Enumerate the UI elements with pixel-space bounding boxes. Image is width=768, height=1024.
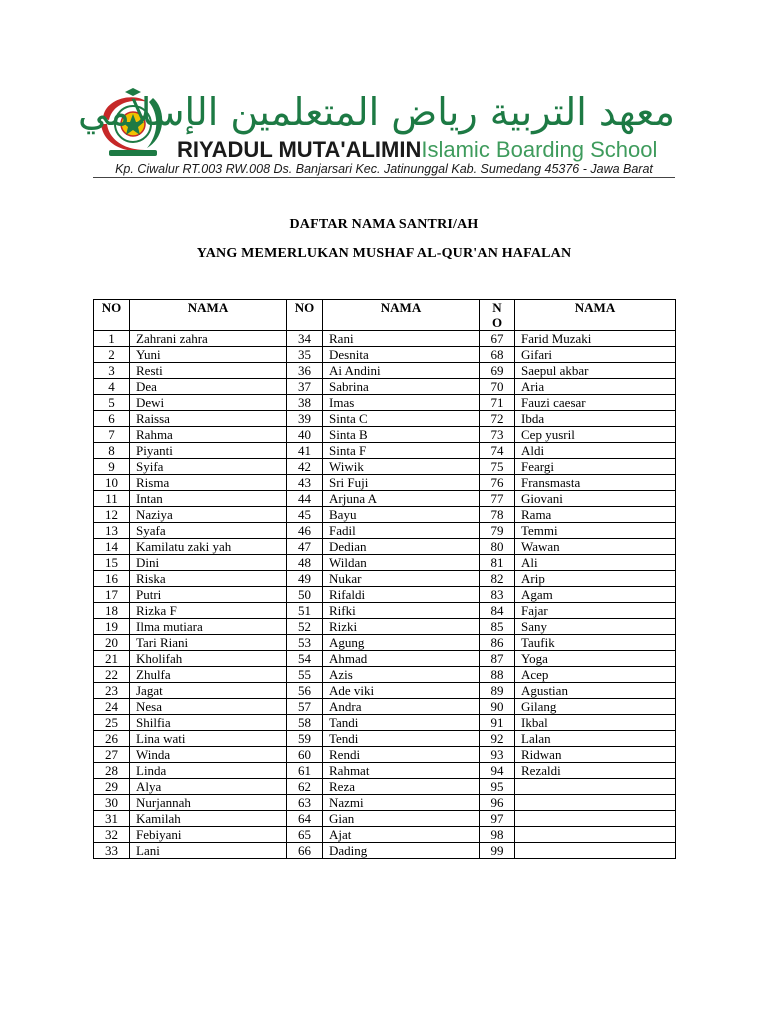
row-name-cell: Arip (515, 571, 676, 587)
row-name-cell: Fransmasta (515, 475, 676, 491)
row-name-cell: Fadil (323, 523, 480, 539)
row-number-cell: 6 (94, 411, 130, 427)
header-no: NO (287, 300, 323, 331)
row-number-cell: 29 (94, 779, 130, 795)
row-number-cell: 51 (287, 603, 323, 619)
row-name-cell: Rifaldi (323, 587, 480, 603)
table-row (94, 443, 676, 459)
table-row (94, 715, 676, 731)
header-no-n: N (492, 300, 502, 315)
table-row (94, 763, 676, 779)
row-name-cell: Febiyani (130, 827, 287, 843)
row-name-cell: Cep yusril (515, 427, 676, 443)
row-number-cell: 60 (287, 747, 323, 763)
row-number-cell: 14 (94, 539, 130, 555)
row-name-cell: Nukar (323, 571, 480, 587)
row-name-cell (515, 843, 676, 859)
row-name-cell: Risma (130, 475, 287, 491)
row-number-cell: 81 (480, 555, 515, 571)
row-name-cell: Sinta F (323, 443, 480, 459)
row-number-cell: 46 (287, 523, 323, 539)
row-name-cell: Ikbal (515, 715, 676, 731)
row-name-cell: Lani (130, 843, 287, 859)
table-row (94, 475, 676, 491)
row-number-cell: 90 (480, 699, 515, 715)
table-row (94, 363, 676, 379)
row-name-cell: Aria (515, 379, 676, 395)
row-number-cell: 8 (94, 443, 130, 459)
row-number-cell: 5 (94, 395, 130, 411)
row-number-cell: 36 (287, 363, 323, 379)
row-number-cell: 68 (480, 347, 515, 363)
row-number-cell: 48 (287, 555, 323, 571)
row-name-cell: Dewi (130, 395, 287, 411)
table-row (94, 827, 676, 843)
header-nama: NAMA (130, 300, 287, 331)
row-name-cell: Tendi (323, 731, 480, 747)
school-address: Kp. Ciwalur RT.003 RW.008 Ds. Banjarsari Kec. Jatinunggal Kab. Sumedang 45376 - Jawa Barat (115, 162, 653, 176)
row-number-cell: 37 (287, 379, 323, 395)
row-number-cell: 95 (480, 779, 515, 795)
row-name-cell: Syifa (130, 459, 287, 475)
row-number-cell: 87 (480, 651, 515, 667)
row-name-cell: Zahrani zahra (130, 331, 287, 347)
row-name-cell: Rifki (323, 603, 480, 619)
row-number-cell: 58 (287, 715, 323, 731)
row-number-cell: 12 (94, 507, 130, 523)
row-name-cell (515, 811, 676, 827)
row-number-cell: 15 (94, 555, 130, 571)
row-name-cell: Ajat (323, 827, 480, 843)
row-number-cell: 41 (287, 443, 323, 459)
row-number-cell: 96 (480, 795, 515, 811)
row-number-cell: 62 (287, 779, 323, 795)
row-number-cell: 18 (94, 603, 130, 619)
row-number-cell: 64 (287, 811, 323, 827)
row-name-cell: Arjuna A (323, 491, 480, 507)
table-row (94, 571, 676, 587)
row-name-cell: Rezaldi (515, 763, 676, 779)
table-row (94, 331, 676, 347)
row-number-cell: 45 (287, 507, 323, 523)
row-name-cell: Rani (323, 331, 480, 347)
row-number-cell: 52 (287, 619, 323, 635)
document-subtitle: YANG MEMERLUKAN MUSHAF AL-QUR'AN HAFALAN (196, 246, 572, 261)
table-row (94, 683, 676, 699)
row-number-cell: 39 (287, 411, 323, 427)
row-name-cell: Gilang (515, 699, 676, 715)
row-name-cell: Nazmi (323, 795, 480, 811)
row-name-cell: Dading (323, 843, 480, 859)
row-number-cell: 44 (287, 491, 323, 507)
table-row (94, 491, 676, 507)
row-number-cell: 97 (480, 811, 515, 827)
school-name-subtitle: Islamic Boarding School (421, 137, 658, 162)
row-name-cell: Alya (130, 779, 287, 795)
row-name-cell: Piyanti (130, 443, 287, 459)
row-number-cell: 43 (287, 475, 323, 491)
row-number-cell: 80 (480, 539, 515, 555)
row-number-cell: 28 (94, 763, 130, 779)
row-name-cell (515, 779, 676, 795)
row-name-cell: Aldi (515, 443, 676, 459)
row-number-cell: 72 (480, 411, 515, 427)
row-number-cell: 24 (94, 699, 130, 715)
row-number-cell: 38 (287, 395, 323, 411)
row-number-cell: 59 (287, 731, 323, 747)
row-name-cell: Tandi (323, 715, 480, 731)
row-number-cell: 33 (94, 843, 130, 859)
row-name-cell: Ahmad (323, 651, 480, 667)
document-title: DAFTAR NAMA SANTRI/AH (289, 217, 479, 232)
row-number-cell: 53 (287, 635, 323, 651)
row-number-cell: 13 (94, 523, 130, 539)
row-name-cell: Yoga (515, 651, 676, 667)
row-number-cell: 65 (287, 827, 323, 843)
row-name-cell: Ridwan (515, 747, 676, 763)
table-row (94, 779, 676, 795)
row-number-cell: 9 (94, 459, 130, 475)
row-name-cell: Rama (515, 507, 676, 523)
row-name-cell: Rahmat (323, 763, 480, 779)
row-number-cell: 69 (480, 363, 515, 379)
row-number-cell: 20 (94, 635, 130, 651)
row-number-cell: 94 (480, 763, 515, 779)
row-number-cell: 77 (480, 491, 515, 507)
table-row (94, 347, 676, 363)
row-number-cell: 82 (480, 571, 515, 587)
row-name-cell: Winda (130, 747, 287, 763)
row-name-cell: Ali (515, 555, 676, 571)
table-row (94, 843, 676, 859)
row-name-cell: Giovani (515, 491, 676, 507)
row-name-cell: Temmi (515, 523, 676, 539)
row-name-cell: Reza (323, 779, 480, 795)
school-name (177, 136, 657, 164)
table-header-row (94, 300, 676, 331)
row-name-cell: Gian (323, 811, 480, 827)
row-name-cell: Sabrina (323, 379, 480, 395)
table-row (94, 539, 676, 555)
row-number-cell: 98 (480, 827, 515, 843)
row-name-cell: Acep (515, 667, 676, 683)
row-name-cell: Bayu (323, 507, 480, 523)
row-name-cell: Fajar (515, 603, 676, 619)
table-row (94, 731, 676, 747)
row-number-cell: 99 (480, 843, 515, 859)
table-row (94, 747, 676, 763)
row-number-cell: 76 (480, 475, 515, 491)
row-name-cell: Zhulfa (130, 667, 287, 683)
row-number-cell: 67 (480, 331, 515, 347)
row-number-cell: 40 (287, 427, 323, 443)
row-number-cell: 91 (480, 715, 515, 731)
table-row (94, 651, 676, 667)
table-row (94, 667, 676, 683)
arabic-school-name: معهد التربية رياض المتعلمين الإسلامي (78, 90, 675, 134)
row-number-cell: 1 (94, 331, 130, 347)
row-number-cell: 83 (480, 587, 515, 603)
row-name-cell: Dedian (323, 539, 480, 555)
row-number-cell: 17 (94, 587, 130, 603)
row-number-cell: 19 (94, 619, 130, 635)
row-name-cell: Sinta C (323, 411, 480, 427)
row-name-cell: Shilfia (130, 715, 287, 731)
row-name-cell: Intan (130, 491, 287, 507)
row-name-cell: Wiwik (323, 459, 480, 475)
table-row (94, 811, 676, 827)
row-number-cell: 63 (287, 795, 323, 811)
row-number-cell: 10 (94, 475, 130, 491)
row-number-cell: 92 (480, 731, 515, 747)
row-name-cell: Raissa (130, 411, 287, 427)
row-name-cell: Agung (323, 635, 480, 651)
table-row (94, 587, 676, 603)
letterhead-divider (93, 177, 675, 178)
row-name-cell: Sri Fuji (323, 475, 480, 491)
table-row (94, 379, 676, 395)
header-no-split (480, 300, 515, 331)
row-number-cell: 30 (94, 795, 130, 811)
row-number-cell: 89 (480, 683, 515, 699)
santri-table (93, 299, 676, 859)
row-name-cell: Agam (515, 587, 676, 603)
row-number-cell: 7 (94, 427, 130, 443)
row-name-cell: Ai Andini (323, 363, 480, 379)
row-name-cell: Yuni (130, 347, 287, 363)
table-row (94, 795, 676, 811)
row-number-cell: 47 (287, 539, 323, 555)
row-name-cell: Imas (323, 395, 480, 411)
row-name-cell: Resti (130, 363, 287, 379)
row-name-cell: Kamilah (130, 811, 287, 827)
row-number-cell: 32 (94, 827, 130, 843)
row-number-cell: 22 (94, 667, 130, 683)
row-number-cell: 34 (287, 331, 323, 347)
row-number-cell: 85 (480, 619, 515, 635)
row-name-cell: Taufik (515, 635, 676, 651)
table-row (94, 603, 676, 619)
row-name-cell: Kholifah (130, 651, 287, 667)
row-number-cell: 78 (480, 507, 515, 523)
table-row (94, 459, 676, 475)
row-name-cell: Ilma mutiara (130, 619, 287, 635)
row-name-cell: Dini (130, 555, 287, 571)
row-number-cell: 74 (480, 443, 515, 459)
row-number-cell: 56 (287, 683, 323, 699)
row-number-cell: 21 (94, 651, 130, 667)
table-row (94, 699, 676, 715)
row-name-cell: Linda (130, 763, 287, 779)
row-name-cell: Feargi (515, 459, 676, 475)
row-name-cell: Lina wati (130, 731, 287, 747)
row-name-cell: Wildan (323, 555, 480, 571)
row-name-cell: Sinta B (323, 427, 480, 443)
row-number-cell: 55 (287, 667, 323, 683)
row-name-cell: Lalan (515, 731, 676, 747)
row-number-cell: 54 (287, 651, 323, 667)
row-number-cell: 50 (287, 587, 323, 603)
row-number-cell: 23 (94, 683, 130, 699)
header-no-o: O (491, 315, 503, 330)
header-no: NO (94, 300, 130, 331)
row-number-cell: 66 (287, 843, 323, 859)
row-name-cell: Farid Muzaki (515, 331, 676, 347)
row-name-cell (515, 795, 676, 811)
row-number-cell: 3 (94, 363, 130, 379)
row-name-cell: Rizki (323, 619, 480, 635)
row-name-cell: Saepul akbar (515, 363, 676, 379)
row-number-cell: 2 (94, 347, 130, 363)
row-number-cell: 49 (287, 571, 323, 587)
row-name-cell: Naziya (130, 507, 287, 523)
row-number-cell: 75 (480, 459, 515, 475)
row-number-cell: 79 (480, 523, 515, 539)
row-number-cell: 61 (287, 763, 323, 779)
row-name-cell: Putri (130, 587, 287, 603)
row-name-cell: Sany (515, 619, 676, 635)
row-name-cell: Wawan (515, 539, 676, 555)
row-number-cell: 84 (480, 603, 515, 619)
row-number-cell: 86 (480, 635, 515, 651)
row-name-cell: Ade viki (323, 683, 480, 699)
row-name-cell: Gifari (515, 347, 676, 363)
row-name-cell: Agustian (515, 683, 676, 699)
row-name-cell: Rizka F (130, 603, 287, 619)
row-number-cell: 70 (480, 379, 515, 395)
row-name-cell: Syafa (130, 523, 287, 539)
letterhead (78, 86, 675, 178)
row-name-cell: Kamilatu zaki yah (130, 539, 287, 555)
table-row (94, 395, 676, 411)
table-row (94, 411, 676, 427)
table-row (94, 555, 676, 571)
row-name-cell: Riska (130, 571, 287, 587)
row-name-cell: Dea (130, 379, 287, 395)
row-number-cell: 71 (480, 395, 515, 411)
row-name-cell: Desnita (323, 347, 480, 363)
row-number-cell: 16 (94, 571, 130, 587)
row-name-cell: Rahma (130, 427, 287, 443)
row-name-cell: Jagat (130, 683, 287, 699)
row-name-cell: Fauzi caesar (515, 395, 676, 411)
row-number-cell: 73 (480, 427, 515, 443)
row-number-cell: 93 (480, 747, 515, 763)
table-body (94, 331, 676, 859)
row-name-cell (515, 827, 676, 843)
header-nama: NAMA (323, 300, 480, 331)
row-number-cell: 26 (94, 731, 130, 747)
table-row (94, 507, 676, 523)
row-number-cell: 35 (287, 347, 323, 363)
row-number-cell: 88 (480, 667, 515, 683)
row-name-cell: Rendi (323, 747, 480, 763)
row-number-cell: 4 (94, 379, 130, 395)
row-name-cell: Ibda (515, 411, 676, 427)
row-name-cell: Nesa (130, 699, 287, 715)
row-name-cell: Andra (323, 699, 480, 715)
school-name-bold: RIYADUL MUTA'ALIMIN (177, 137, 422, 162)
row-number-cell: 31 (94, 811, 130, 827)
row-name-cell: Azis (323, 667, 480, 683)
row-number-cell: 11 (94, 491, 130, 507)
row-number-cell: 27 (94, 747, 130, 763)
table-row (94, 619, 676, 635)
table-row (94, 523, 676, 539)
row-number-cell: 25 (94, 715, 130, 731)
row-number-cell: 42 (287, 459, 323, 475)
row-number-cell: 57 (287, 699, 323, 715)
row-name-cell: Nurjannah (130, 795, 287, 811)
row-name-cell: Tari Riani (130, 635, 287, 651)
table-row (94, 635, 676, 651)
header-nama: NAMA (515, 300, 676, 331)
table-row (94, 427, 676, 443)
